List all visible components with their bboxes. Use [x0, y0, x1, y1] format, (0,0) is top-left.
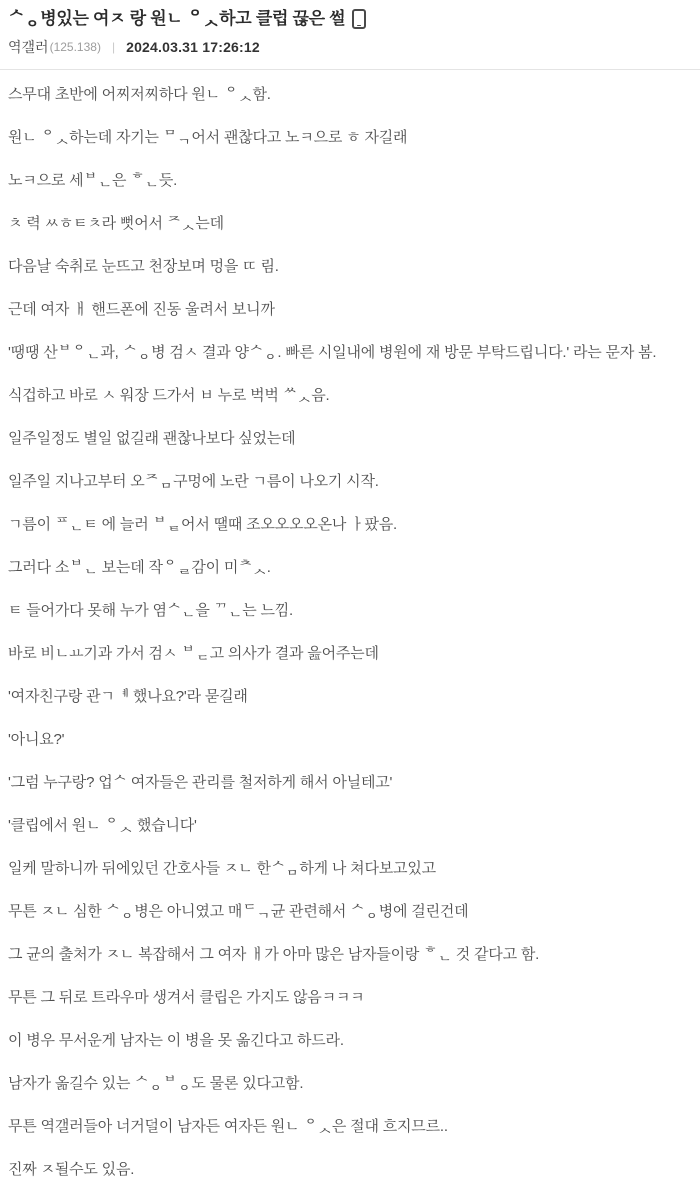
- body-line: 노ㅋ으로 세ᄇᆫ은 ᄒᆫ듯.: [8, 172, 178, 189]
- body-line: 다음날 숙취로 눈뜨고 천장보며 멍을 ㄸ 림.: [8, 258, 279, 275]
- post-title: [8, 8, 690, 30]
- body-line: '그럼 누구랑? 업ᄉ 여자들은 관리를 철저하게 해서 아닐테고': [8, 774, 393, 791]
- body-line: 남자가 옮길수 있는 ᄉᆼᄇᆼ도 물론 있다고함.: [8, 1075, 304, 1092]
- post-timestamp: 2024.03.31 17:26:12: [126, 39, 260, 55]
- body-line: 일주일정도 별일 없길래 괜찮나보다 싶었는데: [8, 430, 296, 447]
- body-line: '땡땡 산ᄇᄋᆫ과, ᄉᆼ병 검ㅅ 결과 양ᄉᆼ. 빠른 시일내에 병원에 재 방문 부탁드립니다.' 라는 문자 봄.: [8, 344, 657, 361]
- body-line: 식겁하고 바로 ㅅ 워장 드가서 ㅂ 누로 벅벅 ᄊᆺ음.: [8, 387, 330, 404]
- post-body: [0, 70, 700, 1178]
- body-line: ㅊ 력 ㅆㅎㅌㅊ라 뻣어서 ᄌᆺ는데: [8, 215, 224, 232]
- post-meta: [8, 39, 690, 56]
- meta-separator: |: [111, 40, 116, 54]
- body-line: 그 균의 출처가 ㅈㄴ 복잡해서 그 여자 ㅐ가 아마 많은 남자들이랑 ᄒᆫ 것 같다고 함.: [8, 946, 540, 963]
- body-line: 그러다 소ᄇᆫ 보는데 작ᄋᆯ감이 미ᄎᆺ.: [8, 559, 271, 576]
- body-line: 스무대 초반에 어찌저찌하다 원ㄴ ᄋᆺ함.: [8, 86, 271, 103]
- body-line: ㄱ름이 ᄑᆫㅌ 에 늘러 ᄇᇀ어서 땔때 조오오오오온나 ㅏ팠음.: [8, 516, 397, 533]
- body-line: 바로 비ㄴㅛ기과 가서 검ㅅ ᄇᆮ고 의사가 결과 읊어주는데: [8, 645, 379, 662]
- body-line: 일케 말하니까 뒤에있던 간호사들 ㅈㄴ 한ᄉᆷ하게 나 쳐다보고있고: [8, 860, 436, 877]
- phone-icon: [352, 9, 366, 29]
- body-line: 무튼 그 뒤로 트라우마 생겨서 클립은 가지도 않음ㅋㅋㅋ: [8, 989, 365, 1006]
- body-line: 무튼 ㅈㄴ 심한 ᄉᆼ병은 아니였고 매ᄃᆨ균 관련해서 ᄉᆼ병에 걸린건데: [8, 903, 469, 920]
- body-line: 원ㄴ ᄋᆺ하는데 자기는 ᄆᆨ어서 괜찮다고 노ㅋ으로 ㅎ 자길래: [8, 129, 408, 146]
- body-line: 무튼 역갤러들아 너거덜이 남자든 여자든 원ㄴ ᄋᆺ은 절대 흐지므르..: [8, 1118, 448, 1135]
- body-line: 진짜 ㅈ될수도 있음.: [8, 1161, 135, 1178]
- body-line: 이 병우 무서운게 남자는 이 병을 못 옮긴다고 하드라.: [8, 1032, 344, 1049]
- post-author: 역갤러: [8, 39, 49, 55]
- author-ip: (125.138): [49, 40, 101, 54]
- body-line: '아니요?': [8, 731, 65, 748]
- body-line: '여자친구랑 관ㄱᅨ 했나요?'라 묻길래: [8, 688, 248, 705]
- post-title-text: ᄉᆼ병있는 여ㅈ 랑 원ㄴ ᄋᆺ하고 클럽 끊은 썰: [8, 9, 346, 28]
- body-line: 근데 여자 ㅐ 핸드폰에 진동 울려서 보니까: [8, 301, 275, 318]
- body-line: 일주일 지나고부터 오ᄌᆷ구멍에 노란 ㄱ름이 나오기 시작.: [8, 473, 379, 490]
- post-header: [0, 0, 700, 56]
- body-line: ㅌ 들어가다 못해 누가 염ᄉᆫ을 ᄁᆫ는 느낌.: [8, 602, 293, 619]
- body-line: '클립에서 원ㄴ ᄋᆺ 했습니다': [8, 817, 197, 834]
